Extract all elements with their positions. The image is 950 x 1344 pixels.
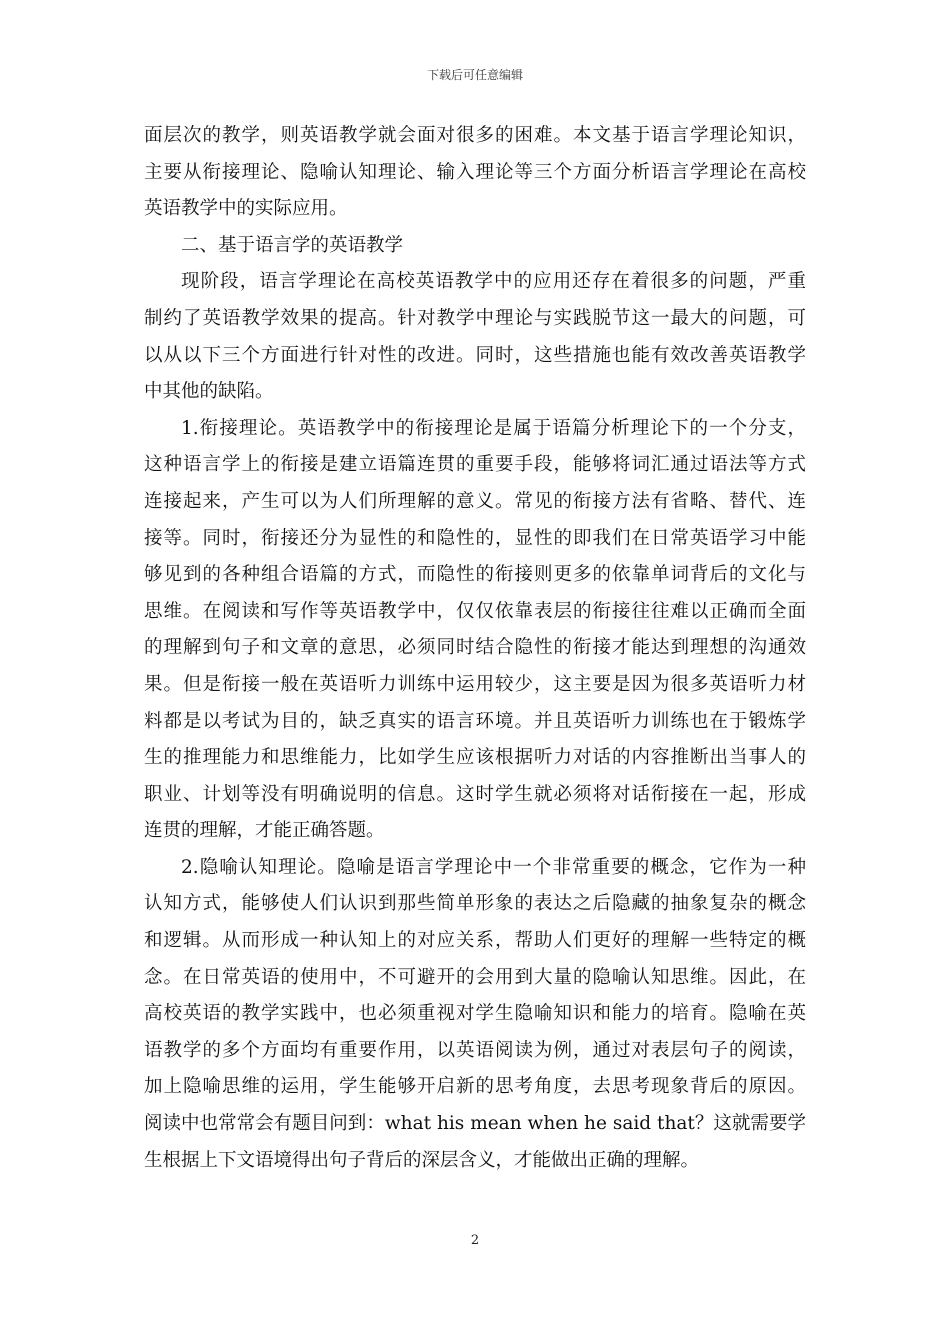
text-line: 生根据上下文语境得出句子背后的深层含义，才能做出正确的理解。 xyxy=(144,1149,700,1171)
text-line: 以从以下三个方面进行针对性的改进。同时，这些措施也能有效改善英语教学 xyxy=(144,344,806,366)
text-line: 和逻辑。从而形成一种认知上的对应关系，帮助人们更好的理解一些特定的概 xyxy=(144,930,806,952)
text-line: 够见到的各种组合语篇的方式，而隐性的衔接则更多的依靠单词背后的文化与 xyxy=(144,564,806,586)
text-line: 的理解到句子和文章的意思，必须同时结合隐性的衔接才能达到理想的沟通效 xyxy=(144,637,806,659)
text-line: 生的推理能力和思维能力，比如学生应该根据听力对话的内容推断出当事人的 xyxy=(144,747,806,769)
text-line: 认知方式，能够使人们认识到那些简单形象的表达之后隐藏的抽象复杂的概念 xyxy=(144,893,806,915)
text-line: 加上隐喻思维的运用，学生能够开启新的思考角度，去思考现象背后的原因。 xyxy=(144,1076,806,1098)
text-line: 语教学的多个方面均有重要作用，以英语阅读为例，通过对表层句子的阅读， xyxy=(144,1039,806,1061)
text-line: 连接起来，产生可以为人们所理解的意义。常见的衔接方法有省略、替代、连 xyxy=(144,490,806,512)
document-body xyxy=(144,118,806,1179)
text-line: 接等。同时，衔接还分为显性的和隐性的，显性的即我们在日常英语学习中能 xyxy=(144,527,806,549)
text-line: 制约了英语教学效果的提高。针对教学中理论与实践脱节这一最大的问题，可 xyxy=(144,307,806,329)
page-header: 下载后可任意编辑 xyxy=(426,68,523,82)
text-line: 这种语言学上的衔接是建立语篇连贯的重要手段，能够将词汇通过语法等方式 xyxy=(144,454,806,476)
text-line: 二、基于语言学的英语教学 xyxy=(181,234,404,256)
text-line: 英语教学中的实际应用。 xyxy=(144,198,348,220)
text-line: 念。在日常英语的使用中，不可避开的会用到大量的隐喻认知思维。因此，在 xyxy=(144,966,806,988)
text-line: 1.衔接理论。英语教学中的衔接理论是属于语篇分析理论下的一个分支， xyxy=(181,417,806,439)
text-line: 2.隐喻认知理论。隐喻是语言学理论中一个非常重要的概念，它作为一种 xyxy=(181,856,806,878)
text-line: 面层次的教学，则英语教学就会面对很多的困难。本文基于语言学理论知识， xyxy=(144,125,806,146)
text-line: 现阶段，语言学理论在高校英语教学中的应用还存在着很多的问题，严重 xyxy=(181,271,806,293)
text-line: 连贯的理解，才能正确答题。 xyxy=(144,820,385,842)
text-line: 高校英语的教学实践中，也必须重视对学生隐喻知识和能力的培育。隐喻在英 xyxy=(144,1003,806,1025)
text-line: 职业、计划等没有明确说明的信息。这时学生就必须将对话衔接在一起，形成 xyxy=(144,783,806,805)
page-number: 2 xyxy=(470,1233,480,1248)
text-line: 主要从衔接理论、隐喻认知理论、输入理论等三个方面分析语言学理论在高校 xyxy=(144,161,806,183)
text-line: 中其他的缺陷。 xyxy=(144,381,274,403)
text-line: 思维。在阅读和写作等英语教学中，仅仅依靠表层的衔接往往难以正确而全面 xyxy=(144,600,806,622)
text-line: 料都是以考试为目的，缺乏真实的语言环境。并且英语听力训练也在于锻炼学 xyxy=(144,710,806,732)
text-line: 果。但是衔接一般在英语听力训练中运用较少，这主要是因为很多英语听力材 xyxy=(144,673,806,695)
text-line: 阅读中也常常会有题目问到：what his mean when he said that？这就需要学 xyxy=(144,1113,806,1135)
